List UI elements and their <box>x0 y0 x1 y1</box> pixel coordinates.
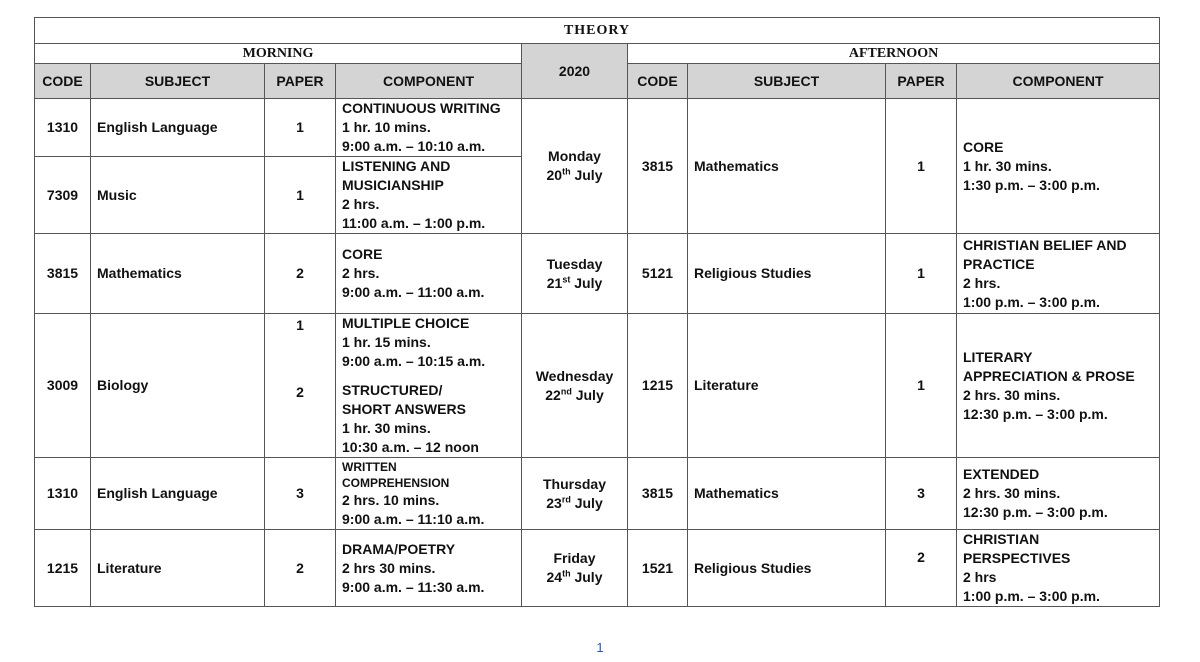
exam-day: Wednesday 22nd July <box>522 314 628 458</box>
exam-timetable <box>34 17 1160 607</box>
afternoon-paper: 1 <box>886 314 957 458</box>
afternoon-component: CHRISTIAN BELIEF AND PRACTICE 2 hrs. 1:00 p.m. – 3:00 p.m. <box>957 234 1160 314</box>
table-row <box>35 314 1160 458</box>
afternoon-subject: Mathematics <box>688 458 886 530</box>
header-paper: PAPER <box>886 64 957 99</box>
year-cell: 2020 <box>522 44 628 99</box>
afternoon-paper: 3 <box>886 458 957 530</box>
header-code: CODE <box>35 64 91 99</box>
afternoon-code: 1521 <box>628 530 688 607</box>
morning-code: 1215 <box>35 530 91 607</box>
afternoon-paper: 2 <box>886 530 957 607</box>
afternoon-subject: Religious Studies <box>688 530 886 607</box>
header-paper: PAPER <box>265 64 336 99</box>
exam-day: Thursday 23rd July <box>522 458 628 530</box>
header-component: COMPONENT <box>336 64 522 99</box>
morning-subject: Biology <box>91 314 265 458</box>
afternoon-subject: Religious Studies <box>688 234 886 314</box>
morning-paper: 2 <box>265 234 336 314</box>
morning-component: CORE 2 hrs. 9:00 a.m. – 11:00 a.m. <box>336 234 522 314</box>
table-row <box>35 530 1160 607</box>
morning-component: CONTINUOUS WRITING 1 hr. 10 mins. 9:00 a.m. – 10:10 a.m. <box>336 99 522 157</box>
morning-paper: 2 <box>265 530 336 607</box>
morning-paper: 1 <box>265 157 336 234</box>
table-row <box>35 234 1160 314</box>
morning-subject: English Language <box>91 458 265 530</box>
header-subject: SUBJECT <box>91 64 265 99</box>
morning-code: 3009 <box>35 314 91 458</box>
afternoon-code: 3815 <box>628 99 688 234</box>
table-row <box>35 99 1160 157</box>
page-number: 1 <box>596 640 604 655</box>
morning-paper: 1 2 <box>265 314 336 458</box>
morning-code: 7309 <box>35 157 91 234</box>
morning-code: 1310 <box>35 458 91 530</box>
exam-day: Friday 24th July <box>522 530 628 607</box>
header-component: COMPONENT <box>957 64 1160 99</box>
morning-component: LISTENING AND MUSICIANSHIP 2 hrs. 11:00 a.m. – 1:00 p.m. <box>336 157 522 234</box>
afternoon-subject: Mathematics <box>688 99 886 234</box>
afternoon-code: 3815 <box>628 458 688 530</box>
table-title: THEORY <box>35 18 1160 44</box>
morning-paper: 3 <box>265 458 336 530</box>
afternoon-paper: 1 <box>886 234 957 314</box>
afternoon-component: CORE 1 hr. 30 mins. 1:30 p.m. – 3:00 p.m. <box>957 99 1160 234</box>
exam-day: Tuesday 21st July <box>522 234 628 314</box>
afternoon-heading: AFTERNOON <box>628 44 1160 64</box>
morning-subject: Music <box>91 157 265 234</box>
morning-paper: 1 <box>265 99 336 157</box>
exam-day: Monday 20th July <box>522 99 628 234</box>
morning-code: 1310 <box>35 99 91 157</box>
afternoon-paper: 1 <box>886 99 957 234</box>
table-row <box>35 458 1160 530</box>
morning-heading: MORNING <box>35 44 522 64</box>
morning-component: DRAMA/POETRY 2 hrs 30 mins. 9:00 a.m. – 11:30 a.m. <box>336 530 522 607</box>
afternoon-subject: Literature <box>688 314 886 458</box>
afternoon-component: EXTENDED 2 hrs. 30 mins. 12:30 p.m. – 3:00 p.m. <box>957 458 1160 530</box>
morning-subject: Literature <box>91 530 265 607</box>
morning-subject: English Language <box>91 99 265 157</box>
morning-code: 3815 <box>35 234 91 314</box>
afternoon-code: 1215 <box>628 314 688 458</box>
afternoon-code: 5121 <box>628 234 688 314</box>
afternoon-component: CHRISTIAN PERSPECTIVES 2 hrs 1:00 p.m. – 3:00 p.m. <box>957 530 1160 607</box>
morning-component: WRITTEN COMPREHENSION 2 hrs. 10 mins. 9:00 a.m. – 11:10 a.m. <box>336 458 522 530</box>
morning-component: MULTIPLE CHOICE 1 hr. 15 mins. 9:00 a.m. – 10:15 a.m. STRUCTURED/ SHORT ANSWERS 1 hr. 30 mins. 10:30 a.m. – 12 noon <box>336 314 522 458</box>
morning-subject: Mathematics <box>91 234 265 314</box>
header-code: CODE <box>628 64 688 99</box>
afternoon-component: LITERARY APPRECIATION & PROSE 2 hrs. 30 mins. 12:30 p.m. – 3:00 p.m. <box>957 314 1160 458</box>
header-subject: SUBJECT <box>688 64 886 99</box>
